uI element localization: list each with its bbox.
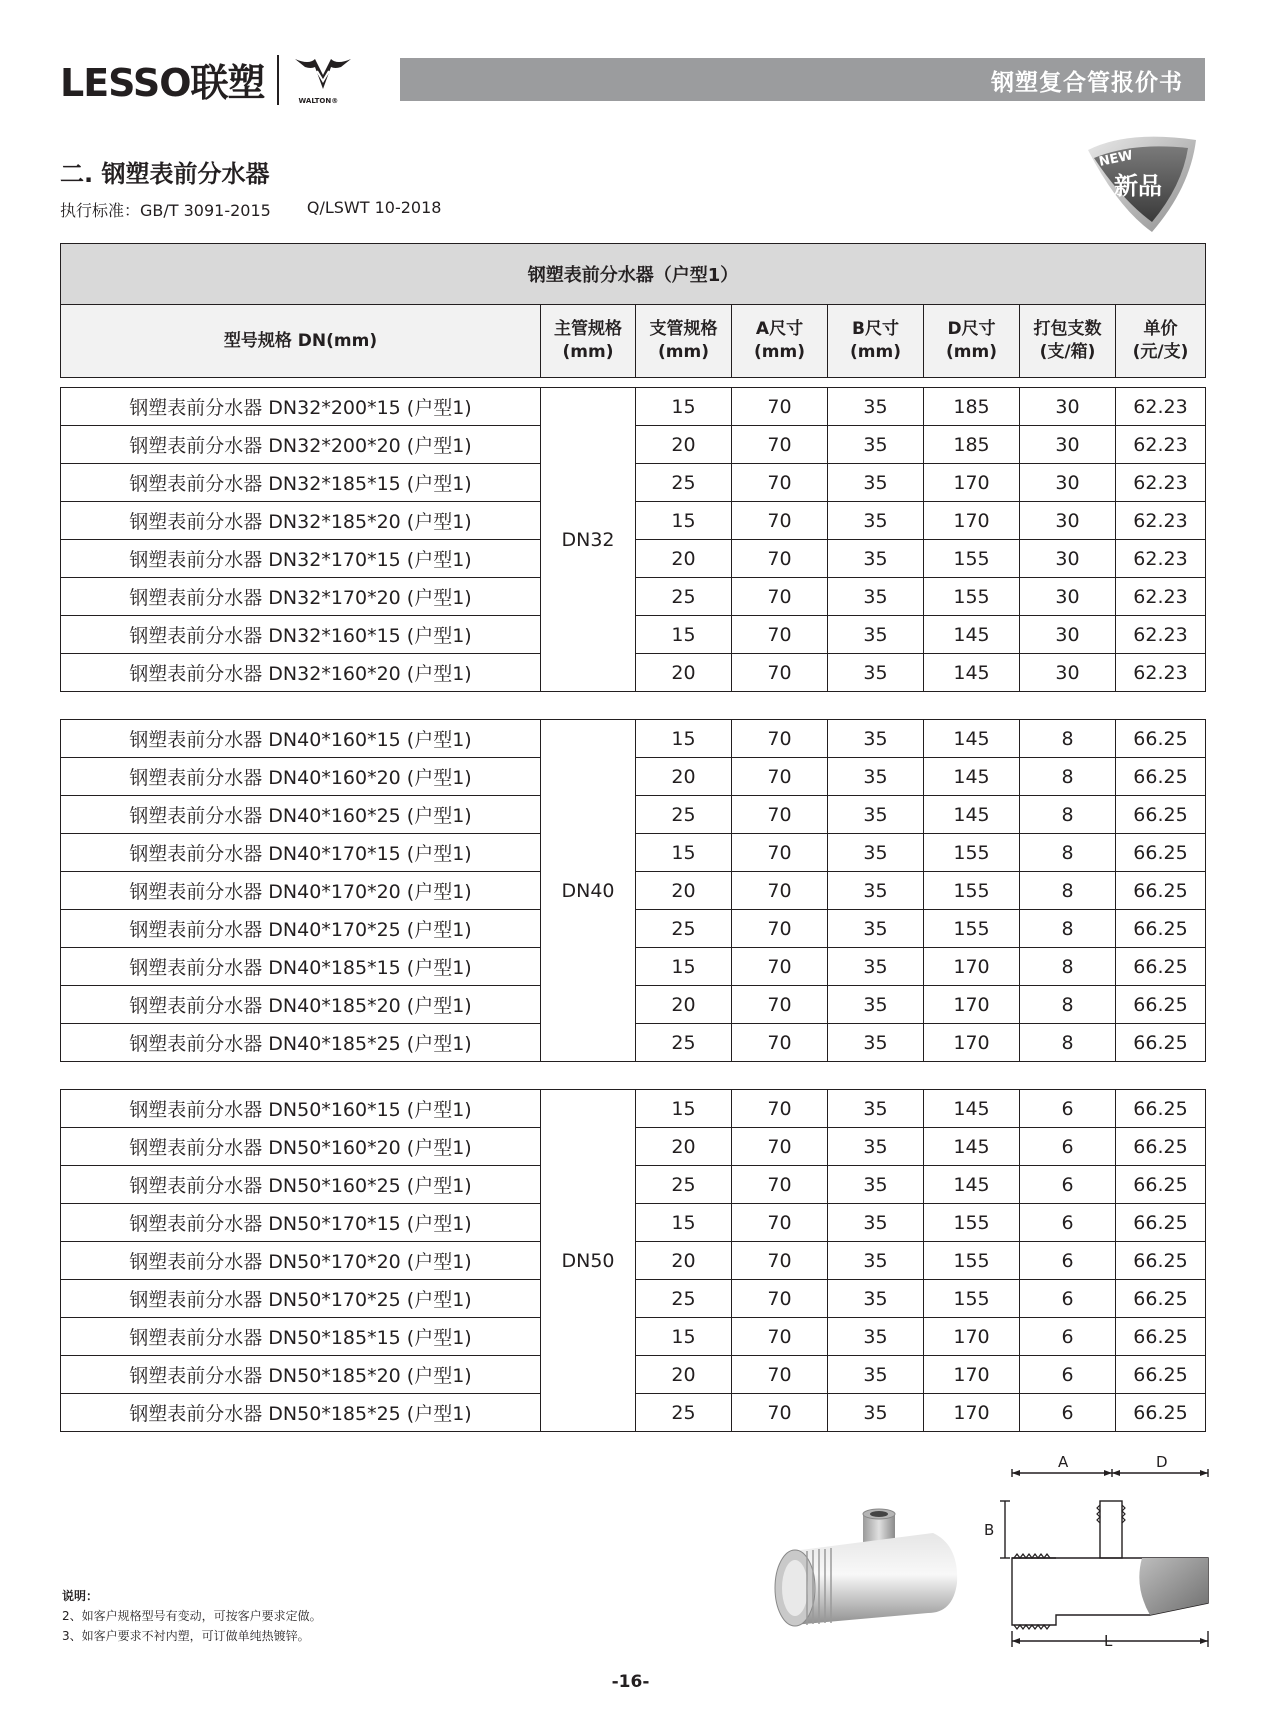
cell-model: 钢塑表前分水器 DN40*160*20 (户型1) (61, 758, 541, 796)
cell-main-pipe: DN40 (541, 720, 636, 1062)
cell-d-size: 170 (924, 1318, 1020, 1356)
cell-pack-qty: 30 (1020, 540, 1116, 578)
cell-branch-pipe: 20 (636, 1356, 732, 1394)
notes-title: 说明： (62, 1589, 99, 1603)
cell-unit-price: 62.23 (1116, 464, 1206, 502)
cell-unit-price: 66.25 (1116, 1242, 1206, 1280)
cell-unit-price: 66.25 (1116, 1394, 1206, 1432)
cell-model: 钢塑表前分水器 DN50*170*20 (户型1) (61, 1242, 541, 1280)
cell-pack-qty: 6 (1020, 1242, 1116, 1280)
cell-branch-pipe: 15 (636, 1090, 732, 1128)
cell-branch-pipe: 20 (636, 986, 732, 1024)
cell-model: 钢塑表前分水器 DN50*160*20 (户型1) (61, 1128, 541, 1166)
cell-branch-pipe: 15 (636, 1204, 732, 1242)
col-header-b-size: B尺寸 (mm) (828, 305, 924, 378)
cell-model: 钢塑表前分水器 DN32*200*20 (户型1) (61, 426, 541, 464)
cell-unit-price: 62.23 (1116, 388, 1206, 426)
cell-branch-pipe: 25 (636, 1280, 732, 1318)
cell-a-size: 70 (732, 1204, 828, 1242)
cell-model: 钢塑表前分水器 DN32*185*20 (户型1) (61, 502, 541, 540)
cell-model: 钢塑表前分水器 DN40*160*25 (户型1) (61, 796, 541, 834)
cell-model: 钢塑表前分水器 DN32*170*15 (户型1) (61, 540, 541, 578)
cell-unit-price: 62.23 (1116, 502, 1206, 540)
cell-b-size: 35 (828, 578, 924, 616)
cell-model: 钢塑表前分水器 DN50*185*20 (户型1) (61, 1356, 541, 1394)
cell-pack-qty: 8 (1020, 948, 1116, 986)
cell-a-size: 70 (732, 1242, 828, 1280)
cell-unit-price: 66.25 (1116, 1356, 1206, 1394)
cell-a-size: 70 (732, 654, 828, 692)
col-header-d-size: D尺寸 (mm) (924, 305, 1020, 378)
cell-a-size: 70 (732, 796, 828, 834)
cell-d-size: 155 (924, 578, 1020, 616)
cell-pack-qty: 6 (1020, 1394, 1116, 1432)
cell-d-size: 145 (924, 1166, 1020, 1204)
cell-unit-price: 66.25 (1116, 834, 1206, 872)
standard-label: 执行标准：GB/T 3091-2015 (60, 201, 271, 220)
cell-pack-qty: 8 (1020, 1024, 1116, 1062)
cell-unit-price: 66.25 (1116, 1280, 1206, 1318)
cell-pack-qty: 8 (1020, 872, 1116, 910)
cell-b-size: 35 (828, 796, 924, 834)
cell-pack-qty: 8 (1020, 910, 1116, 948)
cell-d-size: 185 (924, 388, 1020, 426)
cell-d-size: 170 (924, 1356, 1020, 1394)
cell-model: 钢塑表前分水器 DN32*185*15 (户型1) (61, 464, 541, 502)
cell-d-size: 155 (924, 872, 1020, 910)
cell-a-size: 70 (732, 986, 828, 1024)
cell-d-size: 145 (924, 616, 1020, 654)
cell-main-pipe: DN32 (541, 388, 636, 692)
cell-d-size: 155 (924, 1204, 1020, 1242)
cell-d-size: 170 (924, 502, 1020, 540)
cell-model: 钢塑表前分水器 DN40*170*20 (户型1) (61, 872, 541, 910)
cell-pack-qty: 30 (1020, 426, 1116, 464)
cell-unit-price: 66.25 (1116, 1204, 1206, 1242)
cell-model: 钢塑表前分水器 DN40*185*25 (户型1) (61, 1024, 541, 1062)
cell-b-size: 35 (828, 1090, 924, 1128)
cell-pack-qty: 6 (1020, 1166, 1116, 1204)
col-header-main-pipe: 主管规格 (mm) (541, 305, 636, 378)
cell-pack-qty: 6 (1020, 1356, 1116, 1394)
walton-emblem-icon (291, 55, 355, 97)
diagram-label-d: D (1156, 1455, 1168, 1471)
column-headers (61, 305, 1206, 378)
cell-b-size: 35 (828, 1166, 924, 1204)
cell-branch-pipe: 25 (636, 1024, 732, 1062)
cell-b-size: 35 (828, 502, 924, 540)
cell-unit-price: 66.25 (1116, 796, 1206, 834)
cell-b-size: 35 (828, 388, 924, 426)
cell-b-size: 35 (828, 1394, 924, 1432)
cell-unit-price: 66.25 (1116, 1166, 1206, 1204)
cell-unit-price: 66.25 (1116, 1318, 1206, 1356)
cell-b-size: 35 (828, 1356, 924, 1394)
cell-a-size: 70 (732, 834, 828, 872)
cell-a-size: 70 (732, 1318, 828, 1356)
section-title: 二. 钢塑表前分水器 (60, 160, 270, 188)
col-header-model: 型号规格 DN(mm) (61, 305, 541, 378)
table-row (61, 1090, 1206, 1128)
cell-model: 钢塑表前分水器 DN40*170*15 (户型1) (61, 834, 541, 872)
cell-a-size: 70 (732, 464, 828, 502)
cell-branch-pipe: 25 (636, 1166, 732, 1204)
cell-branch-pipe: 20 (636, 540, 732, 578)
cell-model: 钢塑表前分水器 DN40*170*25 (户型1) (61, 910, 541, 948)
table-group-dn40 (60, 719, 1206, 1062)
diagram-label-b: B (984, 1521, 995, 1539)
new-product-label: 新品 (1114, 172, 1162, 200)
standard-line (60, 198, 441, 221)
cell-pack-qty: 8 (1020, 834, 1116, 872)
table-group-dn32 (60, 387, 1206, 692)
cell-a-size: 70 (732, 1024, 828, 1062)
walton-wordmark: WALTON® (298, 96, 339, 105)
cell-pack-qty: 30 (1020, 578, 1116, 616)
document-title: 钢塑复合管报价书 (991, 70, 1183, 96)
cell-a-size: 70 (732, 1356, 828, 1394)
cell-model: 钢塑表前分水器 DN32*170*20 (户型1) (61, 578, 541, 616)
cell-a-size: 70 (732, 1280, 828, 1318)
cell-main-pipe: DN50 (541, 1090, 636, 1432)
cell-unit-price: 66.25 (1116, 948, 1206, 986)
cell-a-size: 70 (732, 910, 828, 948)
cell-branch-pipe: 20 (636, 426, 732, 464)
cell-branch-pipe: 15 (636, 1318, 732, 1356)
cell-pack-qty: 6 (1020, 1128, 1116, 1166)
cell-unit-price: 62.23 (1116, 654, 1206, 692)
cell-b-size: 35 (828, 872, 924, 910)
cell-d-size: 185 (924, 426, 1020, 464)
cell-model: 钢塑表前分水器 DN40*185*15 (户型1) (61, 948, 541, 986)
cell-b-size: 35 (828, 910, 924, 948)
col-header-a-size: A尺寸 (mm) (732, 305, 828, 378)
walton-logo (291, 55, 355, 105)
table-title: 钢塑表前分水器（户型1） (61, 244, 1206, 305)
cell-b-size: 35 (828, 1280, 924, 1318)
cell-unit-price: 66.25 (1116, 1128, 1206, 1166)
cell-model: 钢塑表前分水器 DN50*185*15 (户型1) (61, 1318, 541, 1356)
cell-branch-pipe: 25 (636, 910, 732, 948)
cell-d-size: 155 (924, 1280, 1020, 1318)
cell-d-size: 145 (924, 654, 1020, 692)
cell-a-size: 70 (732, 578, 828, 616)
cell-b-size: 35 (828, 1242, 924, 1280)
product-photo (763, 1503, 963, 1628)
cell-d-size: 170 (924, 986, 1020, 1024)
cell-b-size: 35 (828, 1024, 924, 1062)
cell-b-size: 35 (828, 1128, 924, 1166)
cell-d-size: 170 (924, 948, 1020, 986)
cell-b-size: 35 (828, 426, 924, 464)
cell-unit-price: 66.25 (1116, 1024, 1206, 1062)
cell-d-size: 145 (924, 1128, 1020, 1166)
cell-b-size: 35 (828, 464, 924, 502)
table-header (60, 243, 1206, 378)
cell-unit-price: 66.25 (1116, 758, 1206, 796)
cell-d-size: 155 (924, 540, 1020, 578)
col-header-unit-price: 单价 (元/支) (1116, 305, 1206, 378)
cell-branch-pipe: 15 (636, 502, 732, 540)
cell-branch-pipe: 15 (636, 720, 732, 758)
page-number: -16- (611, 1672, 650, 1692)
cell-a-size: 70 (732, 1090, 828, 1128)
cell-pack-qty: 30 (1020, 464, 1116, 502)
cell-d-size: 170 (924, 1024, 1020, 1062)
cell-pack-qty: 30 (1020, 616, 1116, 654)
cell-model: 钢塑表前分水器 DN50*170*25 (户型1) (61, 1280, 541, 1318)
cell-branch-pipe: 20 (636, 1242, 732, 1280)
cell-branch-pipe: 25 (636, 578, 732, 616)
dimension-diagram (970, 1455, 1210, 1650)
cell-branch-pipe: 15 (636, 834, 732, 872)
cell-branch-pipe: 15 (636, 616, 732, 654)
cell-branch-pipe: 15 (636, 388, 732, 426)
header-bar (400, 58, 1205, 101)
cell-pack-qty: 8 (1020, 720, 1116, 758)
cell-d-size: 155 (924, 1242, 1020, 1280)
cell-branch-pipe: 20 (636, 654, 732, 692)
cell-unit-price: 66.25 (1116, 872, 1206, 910)
diagram-label-a: A (1058, 1455, 1069, 1471)
cell-a-size: 70 (732, 872, 828, 910)
notes (62, 1587, 322, 1646)
cell-unit-price: 62.23 (1116, 616, 1206, 654)
cell-unit-price: 62.23 (1116, 540, 1206, 578)
cell-b-size: 35 (828, 616, 924, 654)
table-group-dn50 (60, 1089, 1206, 1432)
cell-a-size: 70 (732, 720, 828, 758)
cell-branch-pipe: 20 (636, 758, 732, 796)
cell-a-size: 70 (732, 948, 828, 986)
cell-b-size: 35 (828, 834, 924, 872)
brand-logo (60, 52, 355, 107)
col-header-pack-qty: 打包支数 (支/箱) (1020, 305, 1116, 378)
cell-pack-qty: 30 (1020, 502, 1116, 540)
new-badge-text: NEW (1097, 148, 1135, 170)
table-row (61, 720, 1206, 758)
cell-b-size: 35 (828, 654, 924, 692)
cell-pack-qty: 30 (1020, 654, 1116, 692)
cell-model: 钢塑表前分水器 DN40*160*15 (户型1) (61, 720, 541, 758)
cell-d-size: 170 (924, 1394, 1020, 1432)
cell-model: 钢塑表前分水器 DN32*200*15 (户型1) (61, 388, 541, 426)
col-header-branch-pipe: 支管规格 (mm) (636, 305, 732, 378)
cell-unit-price: 62.23 (1116, 578, 1206, 616)
cell-branch-pipe: 15 (636, 948, 732, 986)
cell-pack-qty: 6 (1020, 1280, 1116, 1318)
cell-branch-pipe: 20 (636, 1128, 732, 1166)
cell-b-size: 35 (828, 986, 924, 1024)
new-product-badge (1078, 128, 1206, 236)
cell-branch-pipe: 25 (636, 796, 732, 834)
cell-d-size: 145 (924, 1090, 1020, 1128)
lesso-logo-text: LESSO联塑 (60, 61, 265, 105)
cell-unit-price: 66.25 (1116, 1090, 1206, 1128)
cell-unit-price: 66.25 (1116, 986, 1206, 1024)
note-item: 3、如客户要求不衬内塑，可订做单纯热镀锌。 (62, 1628, 310, 1643)
diagram-label-l: L (1104, 1632, 1113, 1650)
cell-model: 钢塑表前分水器 DN50*185*25 (户型1) (61, 1394, 541, 1432)
cell-a-size: 70 (732, 1128, 828, 1166)
cell-a-size: 70 (732, 388, 828, 426)
cell-model: 钢塑表前分水器 DN50*160*25 (户型1) (61, 1166, 541, 1204)
cell-d-size: 145 (924, 758, 1020, 796)
cell-model: 钢塑表前分水器 DN50*170*15 (户型1) (61, 1204, 541, 1242)
cell-a-size: 70 (732, 758, 828, 796)
cell-model: 钢塑表前分水器 DN32*160*15 (户型1) (61, 616, 541, 654)
cell-pack-qty: 6 (1020, 1204, 1116, 1242)
cell-d-size: 155 (924, 834, 1020, 872)
cell-branch-pipe: 25 (636, 464, 732, 502)
cell-d-size: 155 (924, 910, 1020, 948)
cell-b-size: 35 (828, 1318, 924, 1356)
cell-b-size: 35 (828, 1204, 924, 1242)
cell-a-size: 70 (732, 502, 828, 540)
cell-a-size: 70 (732, 540, 828, 578)
cell-a-size: 70 (732, 616, 828, 654)
cell-model: 钢塑表前分水器 DN50*160*15 (户型1) (61, 1090, 541, 1128)
table-row (61, 388, 1206, 426)
logo-divider (277, 55, 279, 105)
cell-b-size: 35 (828, 758, 924, 796)
cell-b-size: 35 (828, 540, 924, 578)
note-item: 2、如客户规格型号有变动，可按客户要求定做。 (62, 1608, 322, 1623)
cell-b-size: 35 (828, 948, 924, 986)
cell-pack-qty: 8 (1020, 986, 1116, 1024)
cell-pack-qty: 6 (1020, 1318, 1116, 1356)
cell-unit-price: 66.25 (1116, 910, 1206, 948)
cell-b-size: 35 (828, 720, 924, 758)
cell-a-size: 70 (732, 426, 828, 464)
cell-pack-qty: 8 (1020, 796, 1116, 834)
standard-extra: Q/LSWT 10-2018 (306, 198, 442, 217)
cell-branch-pipe: 25 (636, 1394, 732, 1432)
cell-unit-price: 66.25 (1116, 720, 1206, 758)
cell-d-size: 145 (924, 720, 1020, 758)
cell-a-size: 70 (732, 1166, 828, 1204)
cell-d-size: 145 (924, 796, 1020, 834)
cell-pack-qty: 8 (1020, 758, 1116, 796)
cell-pack-qty: 6 (1020, 1090, 1116, 1128)
cell-model: 钢塑表前分水器 DN32*160*20 (户型1) (61, 654, 541, 692)
cell-d-size: 170 (924, 464, 1020, 502)
cell-model: 钢塑表前分水器 DN40*185*20 (户型1) (61, 986, 541, 1024)
cell-a-size: 70 (732, 1394, 828, 1432)
cell-unit-price: 62.23 (1116, 426, 1206, 464)
cell-branch-pipe: 20 (636, 872, 732, 910)
cell-pack-qty: 30 (1020, 388, 1116, 426)
